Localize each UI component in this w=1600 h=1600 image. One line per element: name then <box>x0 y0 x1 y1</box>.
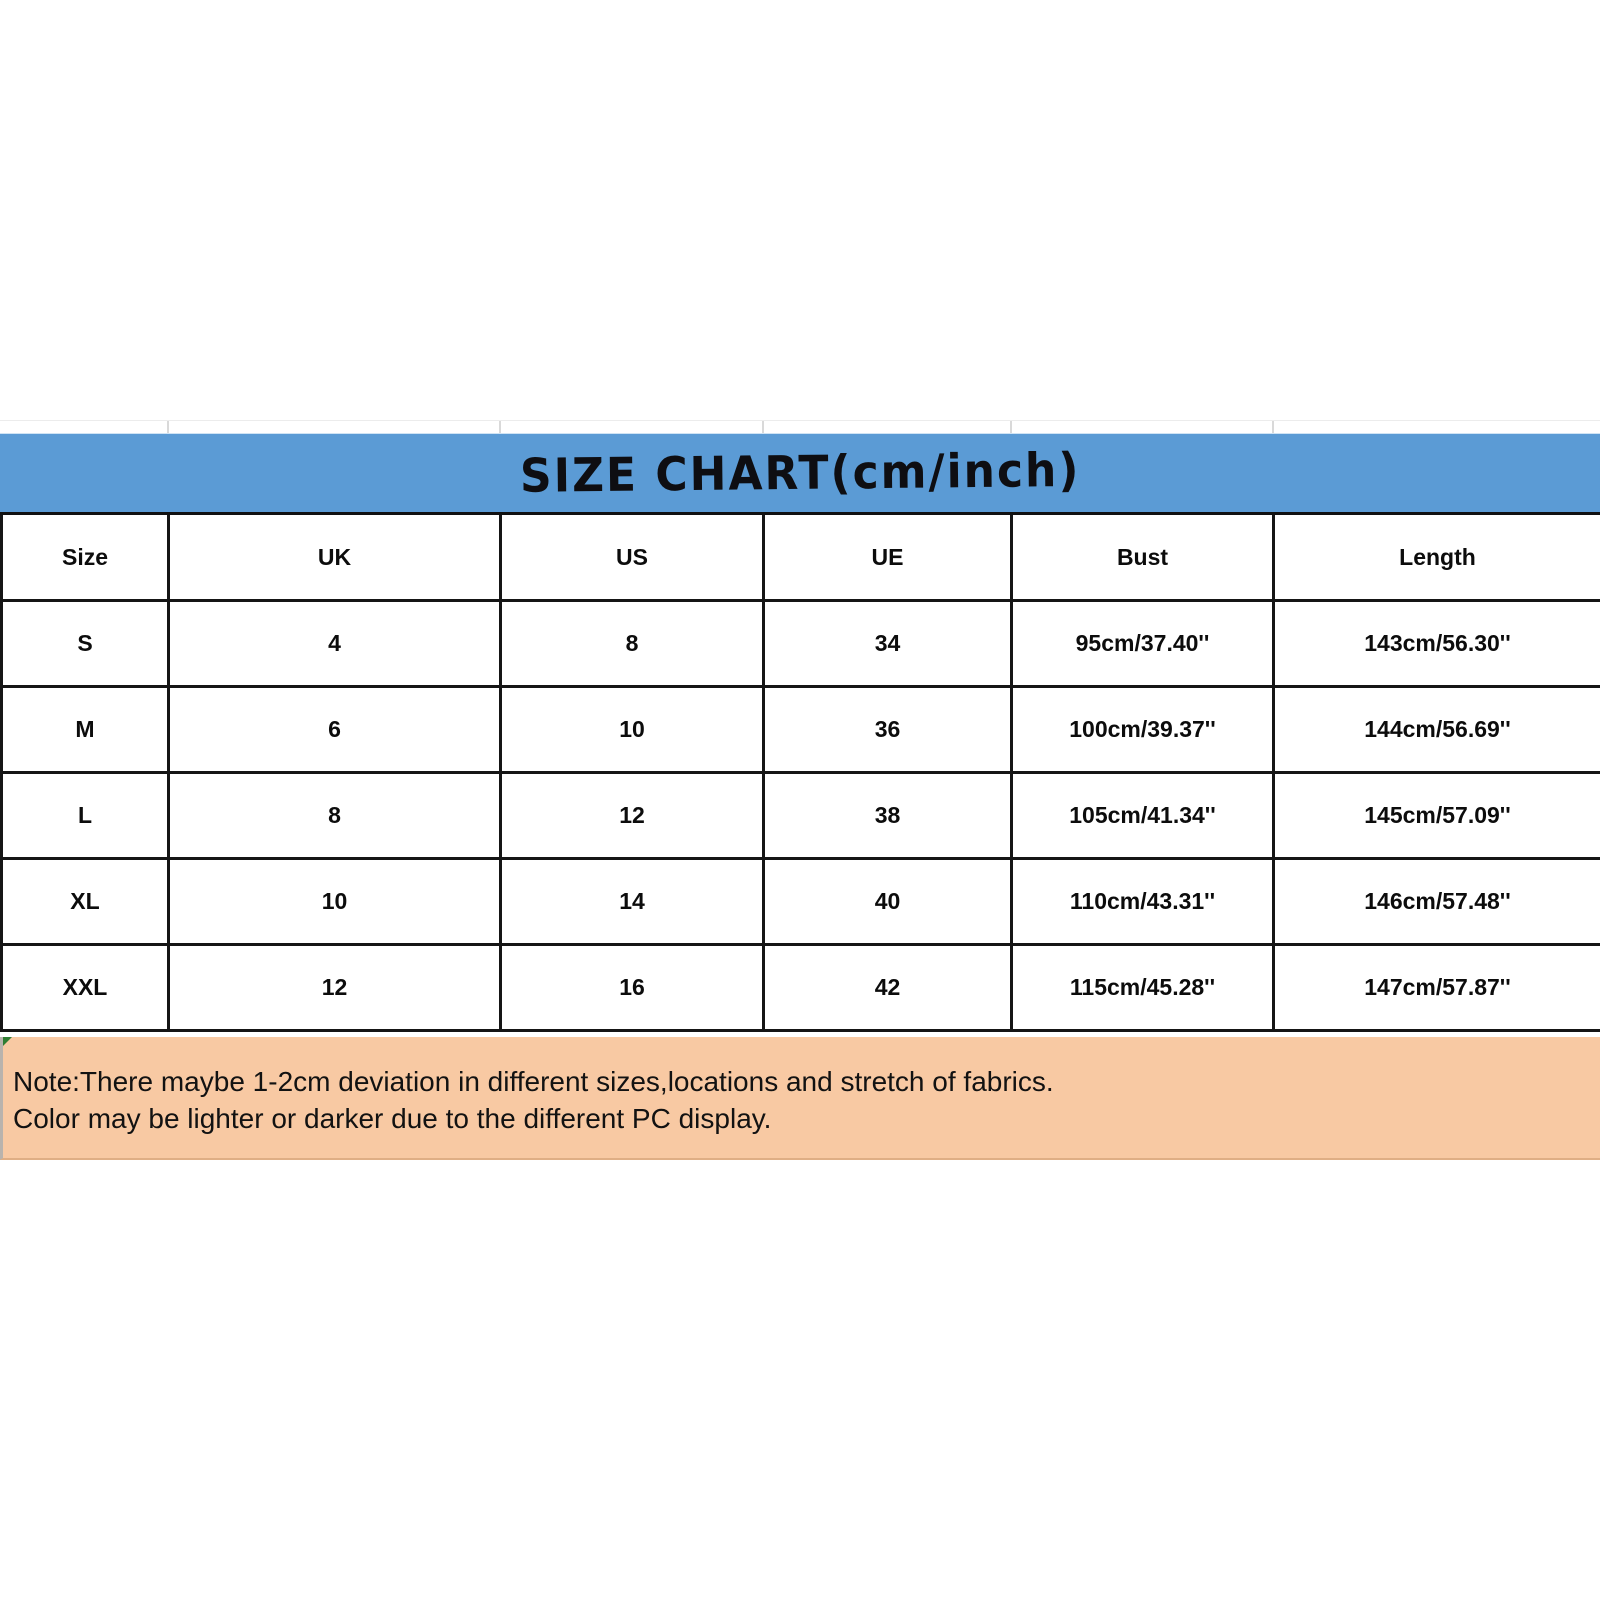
table-cell: 36 <box>765 688 1013 771</box>
table-cell: M <box>3 688 170 771</box>
column-header-length: Length <box>1399 543 1476 570</box>
table-cell: 115cm/45.28'' <box>1013 946 1275 1029</box>
table-cell: 12 <box>502 774 765 857</box>
table-cell: 8 <box>502 602 765 685</box>
table-cell: 147cm/57.87'' <box>1364 974 1511 1000</box>
table-cell: 12 <box>170 946 502 1029</box>
table-cell: 143cm/56.30'' <box>1364 630 1511 656</box>
table-row <box>3 946 1600 1032</box>
table-cell: 110cm/43.31'' <box>1013 860 1275 943</box>
gridline-tick <box>499 421 501 433</box>
gridline-horizontal <box>0 420 1600 421</box>
table-row <box>3 860 1600 946</box>
table-cell: 105cm/41.34'' <box>1013 774 1275 857</box>
size-chart-title: SIZE CHART(cm/inch) <box>519 443 1081 503</box>
table-cell: 14 <box>502 860 765 943</box>
table-cell: 4 <box>170 602 502 685</box>
column-header-uk: UK <box>170 515 502 599</box>
table-cell: 34 <box>765 602 1013 685</box>
table-cell: 8 <box>170 774 502 857</box>
table-header-row <box>3 515 1600 602</box>
column-header-size: Size <box>3 515 170 599</box>
table-cell: S <box>3 602 170 685</box>
note-line-2: Color may be lighter or darker due to the different PC display. <box>13 1103 772 1134</box>
table-row <box>3 602 1600 688</box>
gridline-tick <box>1272 421 1274 433</box>
table-cell: 144cm/56.69'' <box>1364 716 1511 742</box>
table-cell: 10 <box>502 688 765 771</box>
size-chart-banner <box>0 433 1600 515</box>
table-row <box>3 774 1600 860</box>
table-cell: 100cm/39.37'' <box>1013 688 1275 771</box>
table-body <box>3 602 1600 1032</box>
column-header-ue: UE <box>765 515 1013 599</box>
table-cell: 10 <box>170 860 502 943</box>
table-cell: 40 <box>765 860 1013 943</box>
note-block <box>0 1037 1600 1160</box>
table-cell: 38 <box>765 774 1013 857</box>
spreadsheet-gridline-hints <box>0 420 1600 433</box>
column-header-us: US <box>502 515 765 599</box>
table-cell: 6 <box>170 688 502 771</box>
table-cell: 145cm/57.09'' <box>1364 802 1511 828</box>
table-cell: 42 <box>765 946 1013 1029</box>
cell-corner-marker-icon <box>3 1037 12 1046</box>
table-cell: XXL <box>3 946 170 1029</box>
table-cell: 16 <box>502 946 765 1029</box>
gridline-tick <box>762 421 764 433</box>
table-cell: XL <box>3 860 170 943</box>
gridline-tick <box>167 421 169 433</box>
column-header-bust: Bust <box>1013 515 1275 599</box>
size-table <box>0 515 1600 1032</box>
table-cell: 95cm/37.40'' <box>1013 602 1275 685</box>
gridline-tick <box>1010 421 1012 433</box>
table-row <box>3 688 1600 774</box>
table-cell: L <box>3 774 170 857</box>
note-line-1: Note:There maybe 1-2cm deviation in different sizes,locations and stretch of fabrics. <box>13 1066 1054 1097</box>
table-cell: 146cm/57.48'' <box>1364 888 1511 914</box>
